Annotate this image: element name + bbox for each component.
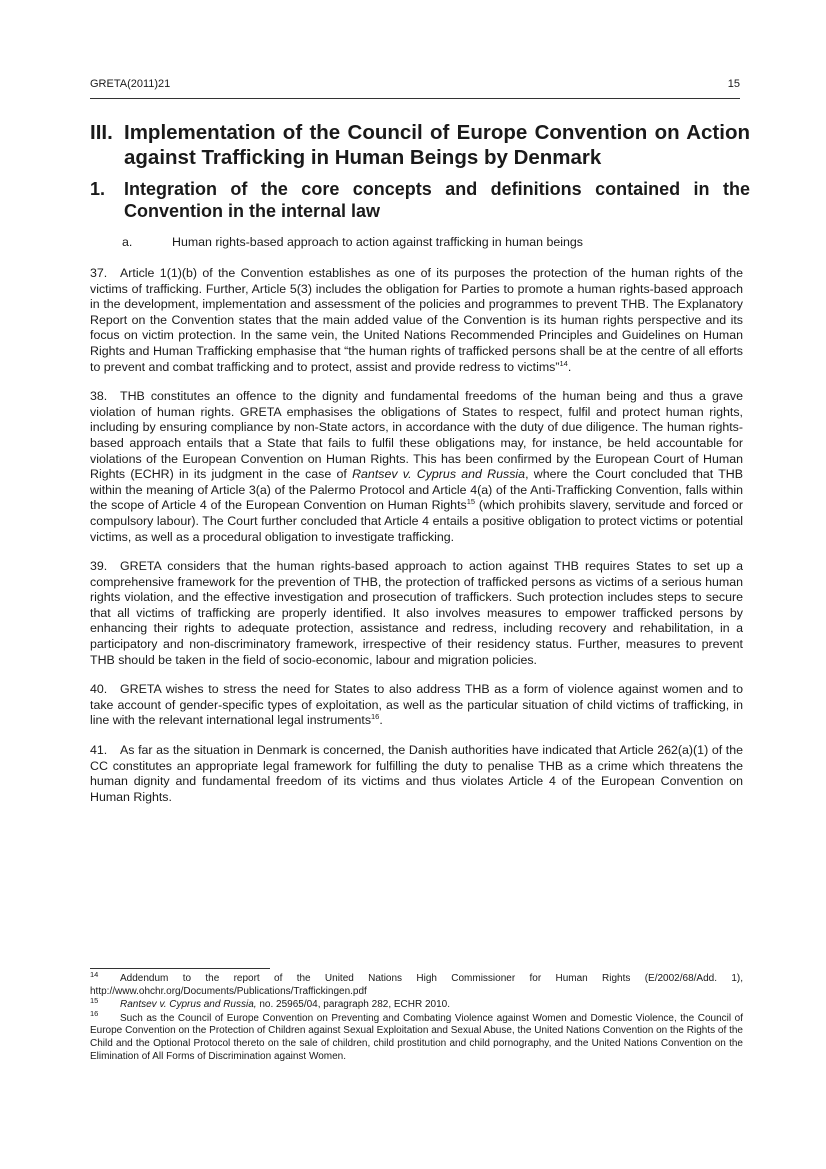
paragraph-number: 41. [90,743,108,758]
paragraph-number: 37. [90,266,108,280]
header-divider [90,98,740,99]
paragraph-39: 39. GRETA considers that the human rights-based approach to action against THB requires States to set up a comprehensive framework for the prevention of THB, the protection of trafficked persons as victims of a serious human rights violation, and the effective investigation and prosecution of traffickers. Such protection includes steps to secure that all victims of trafficking are properly identified. It also involves measures to empower trafficked persons by enhancing their rights to adequate protection, assistance and redress, including recovery and rehabilitation, in a participatory and non-discriminatory framework, irrespective of their residency status. Further, measures to prevent THB should be taken in the field of socio-economic, labour and migration policies. [90,559,743,667]
paragraph-40: 40. GRETA wishes to stress the need for States to also address THB as a form of violence against women and to take account of gender-specific types of exploitation, as well as the particular situation of child victims of trafficking, in line with the relevant international legal instruments$^{16}$. [90,682,743,728]
section-title: Implementation of the Council of Europe Convention on Action against Trafficking in Human Beings by Denmark [124,121,750,169]
footnote-15: 15 Rantsev v. Cyprus and Russia, no. 25965/04, paragraph 282, ECHR 2010. [90,995,451,1011]
body-text [90,266,743,819]
footnote-divider [90,968,270,969]
footnote-ref-14: 14 [559,358,568,368]
paragraph-38: 38. THB constitutes an offence to the dignity and fundamental freedoms of the human being and thus a grave violation of human rights. GRETA emphasises the obligations of States to respect, fulfil and protect human rights, including by ensuring compliance by non-State actors, in accordance with the duty of due diligence. The human rights-based approach entails that a State that fails to fulfil these obligations may, for instance, be held accountable for violations of the European Convention on Human Rights. This has been confirmed by the European Court of Human Rights (ECHR) in its judgment in the case of Rantsev v. Cyprus and Russia, where the Court concluded that THB within the meaning of Article 3(a) of the Palermo Protocol and Article 4(a) of the Anti-Trafficking Convention, falls within the scope of Article 4 of the European Convention on Human Rights$^{15}$ (which prohibits slavery, servitude and forced or compulsory labour). The Court further concluded that Article 4 entails a positive obligation to protect victims or potential victims, as well as a procedural obligation to investigate trafficking. [90,389,743,544]
paragraph-41: 41. As far as the situation in Denmark is concerned, the Danish authorities have indicated that Article 262(a)(1) of the CC constitutes an appropriate legal framework for fulfilling the duty to penalise THB as a crime which threatens the human dignity and fundamental freedom of its victims and thus violates Article 4 of the European Convention on Human Rights. [90,743,743,804]
case-name: Rantsev v. Cyprus and Russia, [120,999,257,1011]
case-name: Rantsev v. Cyprus and Russia [352,467,526,482]
footnote-ref-16: 16 [371,712,380,722]
footnote-ref-15: 15 [466,497,476,507]
subsubsection-heading [122,235,742,250]
subsubsection-number: a. [122,235,133,249]
page-number: 15 [727,78,740,90]
paragraph-37: 37. Article 1(1)(b) of the Convention establishes as one of its purposes the protection of the human rights of the victims of trafficking. Further, Article 5(3) includes the obligation for Parties to promote a human rights-based approach in the development, implementation and assessment of the policies and programmes to prevent THB. The Explanatory Report on the Convention states that the main added value of the Convention is its human rights perspective and its focus on victim protection. In the same vein, the United Nations Recommended Principles and Guidelines on Human Rights and Human Trafficking emphasise that “the human rights of trafficked persons shall be at the centre of all efforts to prevent and combat trafficking and to protect, assist and provide redress to victims”$^{14}$. [90,266,743,374]
document-reference: GRETA(2011)21 [90,78,171,90]
paragraph-number: 40. [90,682,108,697]
paragraph-number: 39. [90,559,108,574]
section-number: III. [90,121,113,144]
paragraph-number: 38. [90,389,108,404]
section-heading [90,120,750,170]
subsubsection-title: Human rights-based approach to action against trafficking in human beings [172,235,583,249]
footnote-14: 14 Addendum to the report of the United Nations High Commissioner for Human Rights (E/2002/68/Add. 1), http://www.ohchr.org/Documents/Publications/Traffickingen.pdf [90,969,743,997]
footnote-16: 16 Such as the Council of Europe Convention on Preventing and Combating Violence against Women and Domestic Violence, the Council of Europe Convention on the Protection of Children against Sexual Exploitation and Sexual Abuse, the United Nations Convention on the Rights of the Child and the Optional Protocol thereto on the sale of children, child prostitution and child pornography, and the United Nations Convention on the Elimination of All Forms of Discrimination against Women. [90,1009,743,1062]
subsection-title: Integration of the core concepts and definitions contained in the Convention in the internal law [124,179,750,221]
subsection-number: 1. [90,179,106,199]
subsection-heading [90,178,750,222]
footnotes [90,969,743,1064]
running-header [90,78,740,90]
